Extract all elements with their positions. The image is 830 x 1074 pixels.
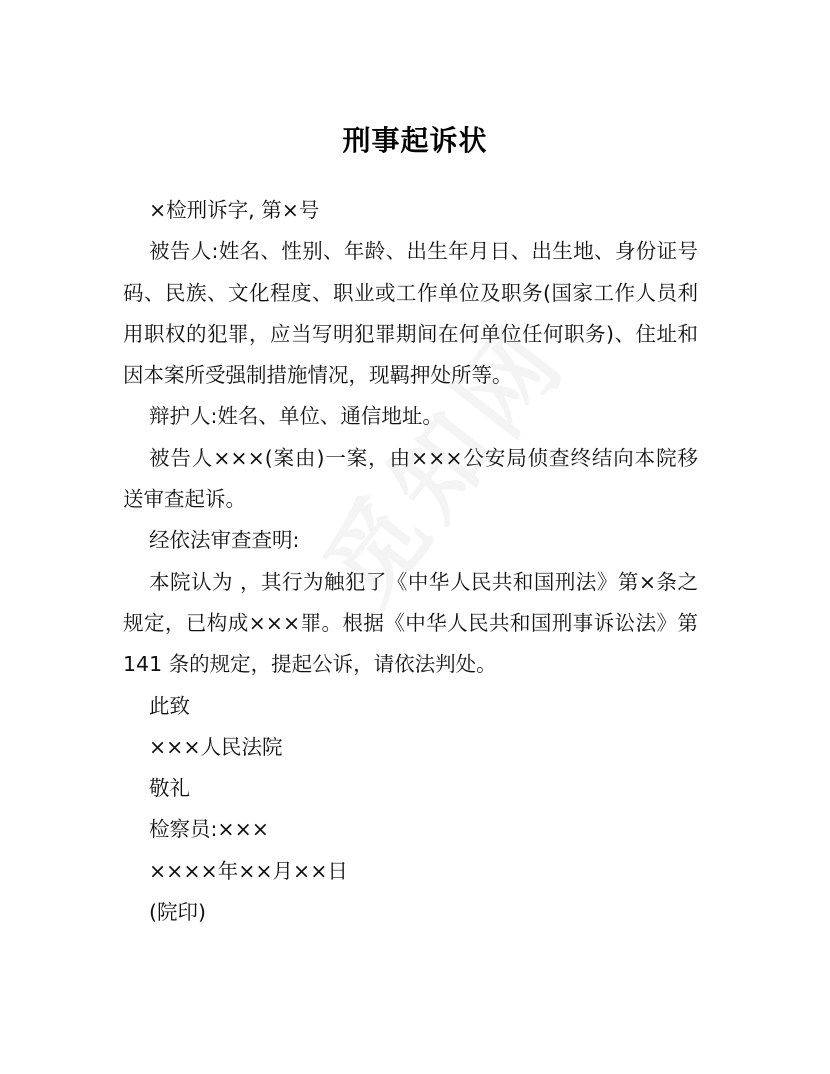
salutation: 此致	[149, 693, 190, 718]
defender-paragraph: 辩护人:姓名、单位、通信地址。	[149, 404, 443, 429]
prosecutor: 检察员:×××	[149, 817, 269, 842]
conclusion-paragraph: 本院认为 ，其行为触犯了《中华人民共和国刑法》第×条之规定，已构成×××罪。根据《中华人民共和国刑事诉讼法》第 141 条的规定，提起公诉，请依法判处。	[123, 569, 698, 677]
findings-paragraph: 经依法审查查明:	[149, 528, 300, 553]
document-title: 刑事起诉状	[342, 124, 488, 157]
court-seal: (院印)	[149, 900, 206, 925]
respect: 敬礼	[149, 776, 190, 801]
defendant-paragraph: 被告人:姓名、性别、年龄、出生年月日、出生地、身份证号码、民族、文化程度、职业或工作单位及职务(国家工作人员利用职权的犯罪，应当写明犯罪期间在何单位任何职务)、住址和因本案所受强制措施情况，现羁押处所等。	[123, 239, 698, 388]
recipient-court: ×××人民法院	[149, 734, 283, 759]
case-transfer-paragraph: 被告人×××(案由)一案，由×××公安局侦查终结向本院移送审查起诉。	[123, 445, 698, 512]
document-body	[123, 190, 698, 933]
date: ××××年××月××日	[149, 858, 348, 883]
case-number: ×检刑诉字, 第×号	[149, 198, 320, 222]
